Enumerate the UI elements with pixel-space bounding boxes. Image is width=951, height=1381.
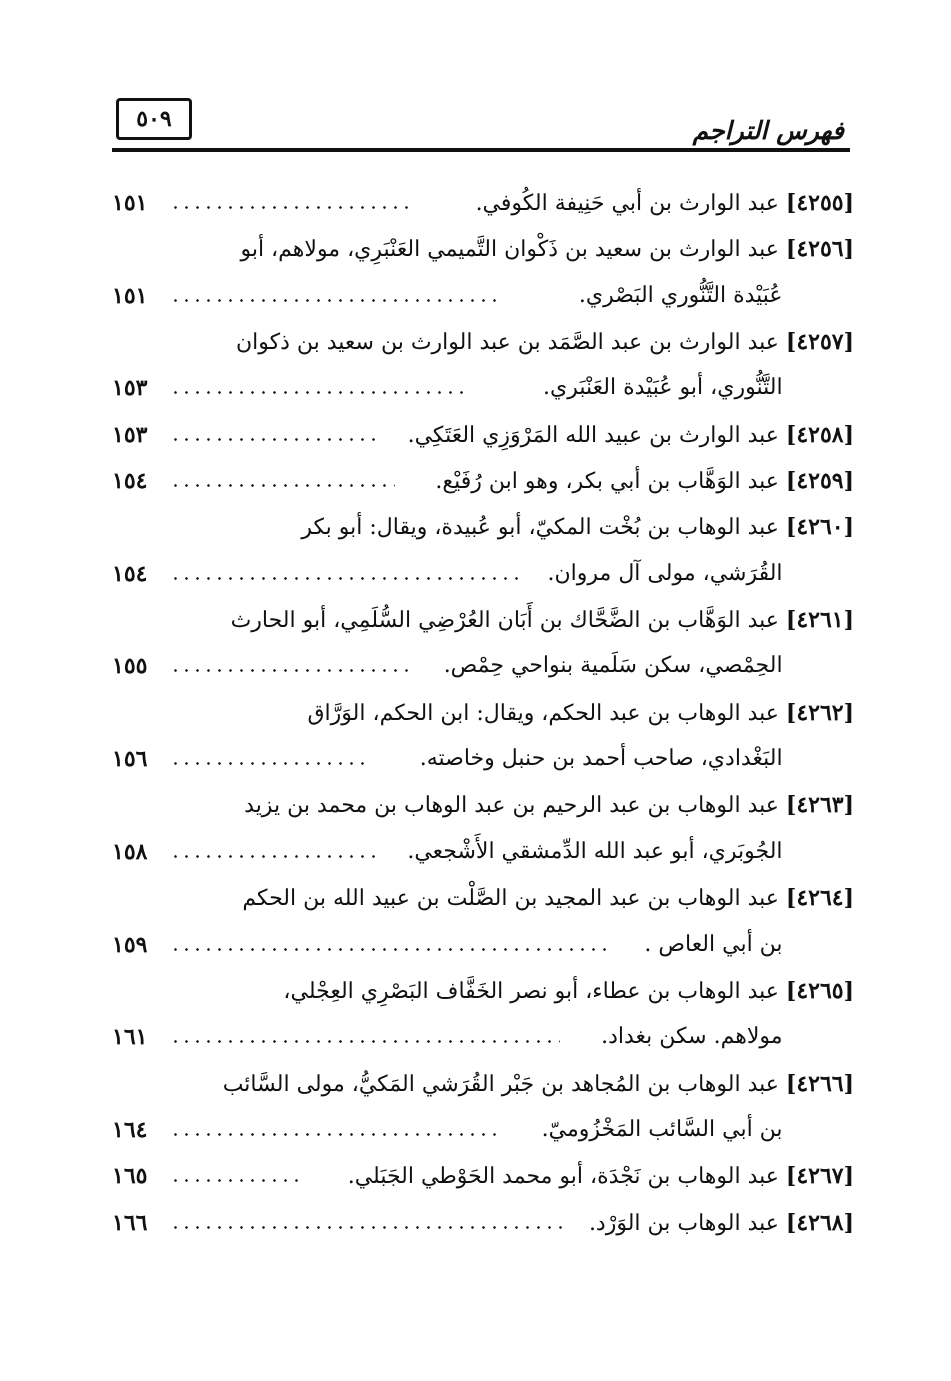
- entry-continuation-line: [112, 551, 854, 597]
- entry-continuation-line: [112, 1107, 854, 1153]
- entry-continuation-line: [112, 365, 854, 411]
- entry-text: عبد الوهاب بن عبد المجيد بن الصَّلْت بن عبيد الله بن الحكم: [242, 886, 786, 912]
- entry-page-number: ١٥١: [112, 190, 148, 216]
- entry-text: عبد الوهاب بن بُخْت المكيّ، أبو عُبيدة، ويقال: أبو بكر: [301, 515, 786, 541]
- entry-continuation-line: [112, 736, 854, 782]
- entry-text-wrap: [644, 922, 854, 968]
- entry-page-number: ١٥٦: [112, 746, 148, 773]
- entry-number: [٤٢٦٨]: [785, 1209, 854, 1236]
- entry-line: [112, 782, 854, 828]
- entry-page-number: ١٥٣: [112, 421, 148, 448]
- entry-text: عبد الوارث بن عبيد الله المَرْوَزِي العَتَكِي.: [407, 422, 786, 448]
- entry-line: [112, 690, 854, 736]
- entry-number: [٤٢٦٦]: [785, 1070, 854, 1097]
- entry-text: عبد الوهاب بن نَجْدَة، أبو محمد الحَوْطي الجَبَلي.: [347, 1164, 786, 1190]
- entry-text: التَّنُّوري، أبو عُبَيْدة العَنْبَري.: [543, 375, 790, 401]
- entry-text-wrap: [307, 690, 854, 736]
- entry-text-wrap: [244, 782, 854, 828]
- entry-page-number: ١٥٤: [112, 560, 148, 587]
- entry-line: [112, 412, 854, 458]
- entry-text-wrap: [435, 458, 854, 504]
- entry-number: [٤٢٦٧]: [785, 1163, 854, 1190]
- entry-number: [٤٢٥٨]: [785, 421, 854, 448]
- entry-number: [٤٢٥٥]: [785, 190, 854, 216]
- entry-number: [٤٢٥٩]: [785, 468, 854, 495]
- entry-number: [٤٢٦٤]: [785, 885, 854, 912]
- entry-page-number: ١٦٦: [112, 1209, 148, 1236]
- entry-text-wrap: [444, 643, 854, 689]
- entry-text-wrap: [407, 829, 854, 875]
- entry-text: عبد الوارث بن سعيد بن ذَكْوان التَّميمي العَنْبَرِي، مولاهم، أبو: [240, 237, 786, 263]
- entry-number: [٤٢٦٥]: [785, 977, 854, 1004]
- entry-page-number: ١٥١: [112, 282, 148, 309]
- entry-text-wrap: [240, 226, 854, 272]
- entry-page-number: ١٥٤: [112, 468, 148, 495]
- entry-text-wrap: [420, 736, 854, 782]
- index-entries: [112, 180, 854, 1246]
- entry-text-wrap: [548, 551, 854, 597]
- entry-continuation-line: [112, 273, 854, 319]
- page-number-box: [116, 98, 192, 140]
- entry-page-number: ١٥٩: [112, 931, 148, 958]
- entry-line: [112, 875, 854, 921]
- entry-text: الجُوبَري، أبو عبد الله الدِّمشقي الأَشْجعي.: [407, 838, 790, 864]
- entry-text: القُرَشي، مولى آل مروان.: [547, 560, 790, 586]
- entry-text: عبد الوارث بن أبي حَنِيفة الكُوفي.: [475, 191, 786, 216]
- entry-text-wrap: [242, 875, 854, 921]
- page-number: ٥٠٩: [136, 106, 172, 132]
- entry-line: [112, 226, 854, 272]
- entry-text-wrap: [579, 273, 854, 319]
- entry-text: عبد الوهاب بن عطاء، أبو نصر الخَفَّاف البَصْرِي العِجْلي،: [283, 978, 786, 1004]
- entry-line: [112, 1061, 854, 1107]
- entry-continuation-line: [112, 922, 854, 968]
- entry-text-wrap: [589, 1200, 854, 1246]
- entry-text-wrap: [348, 1153, 854, 1199]
- entry-continuation-line: [112, 1014, 854, 1060]
- page-header: [112, 92, 850, 154]
- entry-text-wrap: [476, 180, 854, 226]
- entry-number: [٤٢٦٣]: [785, 792, 854, 819]
- entry-text: البَغْدادي، صاحب أحمد بن حنبل وخاصته.: [419, 746, 790, 772]
- entry-page-number: ١٦٤: [112, 1116, 148, 1143]
- entry-number: [٤٢٥٦]: [785, 236, 854, 263]
- entry-number: [٤٢٦١]: [785, 607, 854, 634]
- entry-text: عبد الوَهَّاب بن أبي بكر، وهو ابن رُفَيْع.: [435, 469, 786, 495]
- entry-text: الحِمْصي، سكن سَلَمية بنواحي حِمْص.: [443, 653, 790, 679]
- entry-text: عبد الوارث بن عبد الصَّمَد بن عبد الوارث بن سعيد بن ذكوان: [235, 330, 786, 356]
- entry-line: [112, 504, 854, 550]
- entry-text: عبد الوهاب بن عبد الحكم، ويقال: ابن الحكم، الوَرَّاق: [307, 700, 786, 726]
- entry-text-wrap: [408, 412, 854, 458]
- entry-continuation-line: [112, 643, 854, 689]
- entry-text-wrap: [223, 1061, 854, 1107]
- entry-number: [٤٢٦٠]: [785, 514, 854, 541]
- running-title: فهرس التراجم: [692, 116, 844, 145]
- entry-line: [112, 458, 854, 504]
- entry-text-wrap: [601, 1014, 854, 1060]
- entry-text: عبد الوهاب بن المُجاهد بن جَبْر القُرَشي المَكيُّ، مولى السَّائب: [222, 1071, 786, 1097]
- entry-number: [٤٢٦٢]: [785, 699, 854, 726]
- entry-continuation-line: [112, 829, 854, 875]
- entry-line: [112, 1153, 854, 1199]
- entry-text-wrap: [231, 597, 854, 643]
- entry-text: مولاهم. سكن بغداد.: [601, 1024, 790, 1050]
- entry-line: [112, 1200, 854, 1246]
- entry-page-number: ١٦٥: [112, 1163, 148, 1190]
- entry-line: [112, 968, 854, 1014]
- entry-line: [112, 180, 854, 226]
- entry-text-wrap: [543, 365, 854, 411]
- entry-text: بن أبي السَّائب المَخْزُوميّ.: [541, 1116, 790, 1142]
- entry-text-wrap: [301, 504, 854, 550]
- entry-text: بن أبي العاص .: [644, 931, 790, 957]
- entry-text-wrap: [236, 319, 854, 365]
- entry-text: عبد الوَهَّاب بن الضَّحَّاك بن أَبَان العُرْضِي السُّلَمِي، أبو الحارث: [230, 608, 786, 634]
- entry-text: عُبَيْدة التَّنُّوري البَصْري.: [578, 282, 790, 308]
- entry-line: [112, 319, 854, 365]
- entry-text: عبد الوهاب بن عبد الرحيم بن عبد الوهاب بن محمد بن يزيد: [244, 793, 786, 819]
- entry-page-number: ١٥٣: [112, 375, 148, 402]
- entry-text-wrap: [283, 968, 854, 1014]
- entry-text-wrap: [542, 1107, 854, 1153]
- entry-number: [٤٢٥٧]: [785, 329, 854, 356]
- entry-page-number: ١٥٨: [112, 838, 148, 865]
- entry-text: عبد الوهاب بن الوَرْد.: [588, 1210, 786, 1236]
- header-rule: [112, 148, 850, 152]
- entry-page-number: ١٦١: [112, 1024, 148, 1051]
- entry-line: [112, 597, 854, 643]
- entry-page-number: ١٥٥: [112, 653, 148, 680]
